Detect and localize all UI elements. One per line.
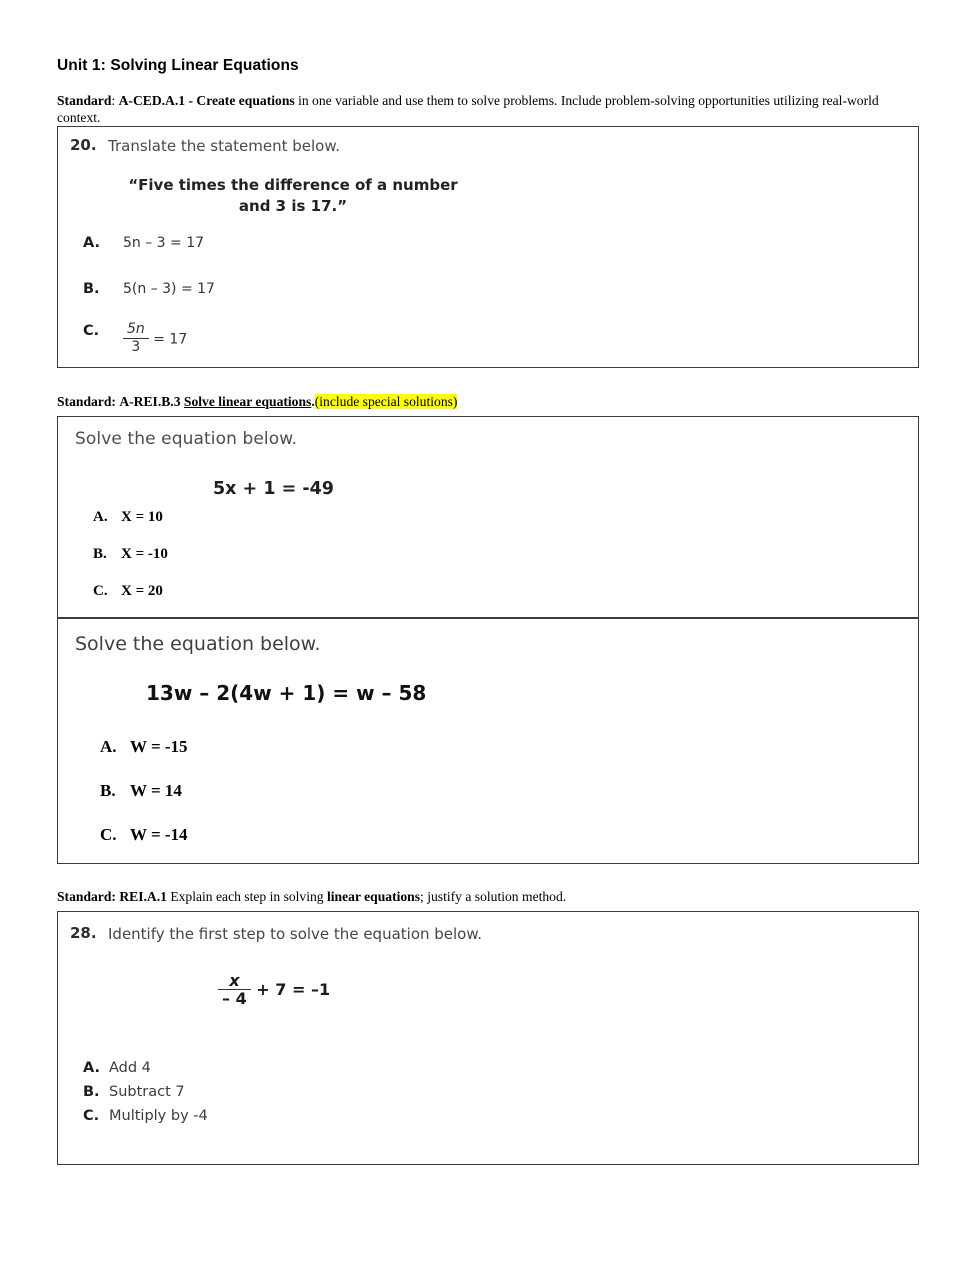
standard-1-colon: :: [111, 93, 119, 108]
choice-b-text: 5(n – 3) = 17: [123, 281, 215, 297]
standard-line-1: [57, 93, 887, 126]
choice-a-text: X = 10: [121, 509, 163, 525]
choice-c-suffix: = 17: [153, 331, 188, 348]
question-28-choice-a[interactable]: [83, 1060, 151, 1076]
standard-3-code: REI.A.1: [119, 889, 167, 904]
standard-2-highlight: (include special solutions): [314, 394, 458, 409]
standard-3-text-after: ; justify a solution method.: [420, 889, 567, 904]
question-2-choice-c[interactable]: [93, 583, 163, 600]
question-2-equation: 5x + 1 = -49: [213, 479, 334, 499]
question-box-2: [57, 416, 919, 618]
standard-line-2: [57, 394, 757, 411]
choice-c-numerator: 5n: [123, 322, 149, 339]
choice-c-text: X = 20: [121, 583, 163, 599]
choice-b-text: Subtract 7: [109, 1084, 185, 1100]
choice-a-label: A.: [100, 737, 117, 756]
question-20-number: 20.: [70, 136, 97, 154]
choice-c-text: Multiply by -4: [109, 1108, 208, 1124]
choice-a-label: A.: [83, 235, 100, 251]
choice-a-text: Add 4: [109, 1060, 151, 1076]
choice-b-text: X = -10: [121, 546, 168, 562]
equation-suffix: + 7 = –1: [256, 980, 331, 999]
standard-2-label: Standard:: [57, 394, 116, 409]
standard-3-text-before: Explain each step in solving: [166, 889, 327, 904]
question-3-prompt: Solve the equation below.: [75, 633, 321, 655]
choice-c-text: [123, 323, 187, 356]
standard-line-3: [57, 889, 757, 906]
question-3-choice-a[interactable]: [100, 737, 188, 757]
standard-2-period: .: [311, 394, 315, 409]
choice-c-label: C.: [93, 583, 108, 599]
equation-numerator: x: [218, 973, 251, 990]
question-28-number: 28.: [70, 924, 97, 942]
standard-2-underlined: Solve linear equations: [183, 394, 312, 409]
question-box-4: [57, 911, 919, 1165]
choice-b-label: B.: [100, 781, 116, 800]
question-28-choice-c[interactable]: [83, 1108, 208, 1124]
question-20-prompt: Translate the statement below.: [108, 137, 341, 155]
standard-2-code: A-REI.B.3: [119, 394, 181, 409]
choice-c-label: C.: [83, 323, 100, 339]
question-3-choice-b[interactable]: [100, 781, 182, 801]
question-28-fraction: [218, 973, 251, 1006]
question-3-equation: 13w – 2(4w + 1) = w – 58: [146, 681, 427, 705]
choice-a-text: W = -15: [130, 737, 188, 756]
choice-b-label: B.: [93, 546, 107, 562]
equation-denominator: – 4: [222, 989, 247, 1008]
question-2-prompt: Solve the equation below.: [75, 429, 298, 449]
choice-c-text: W = -14: [130, 825, 188, 844]
choice-a-label: A.: [93, 509, 108, 525]
question-28-equation: [218, 971, 331, 1008]
question-box-1: [57, 126, 919, 368]
choice-c-label: C.: [100, 825, 117, 844]
choice-c-label: C.: [83, 1108, 100, 1124]
standard-3-label: Standard:: [57, 889, 116, 904]
question-box-3: [57, 618, 919, 864]
question-28-prompt: Identify the first step to solve the equation below.: [108, 925, 483, 943]
question-2-choice-b[interactable]: [93, 546, 168, 563]
standard-3-bold-mid: linear equations: [327, 889, 421, 904]
choice-c-fraction: [123, 322, 149, 355]
choice-a-label: A.: [83, 1060, 100, 1076]
standard-1-code: A-CED.A.1 - Create equations: [118, 93, 295, 108]
standard-1-label: Standard: [57, 93, 112, 108]
question-2-choice-a[interactable]: [93, 509, 163, 526]
question-20-statement: “Five times the difference of a number and 3 is 17.”: [128, 176, 458, 215]
choice-c-denominator: 3: [131, 339, 141, 355]
choice-a-text: 5n – 3 = 17: [123, 235, 205, 251]
choice-b-label: B.: [83, 281, 100, 297]
standard-1-text: in one variable and use them to solve problems. Include problem-solving opportunities utilizing real-world context.: [57, 93, 879, 125]
choice-b-label: B.: [83, 1084, 100, 1100]
question-28-choice-b[interactable]: [83, 1084, 185, 1100]
question-3-choice-c[interactable]: [100, 825, 188, 845]
page-title: Unit 1: Solving Linear Equations: [57, 57, 299, 74]
choice-b-text: W = 14: [130, 781, 182, 800]
